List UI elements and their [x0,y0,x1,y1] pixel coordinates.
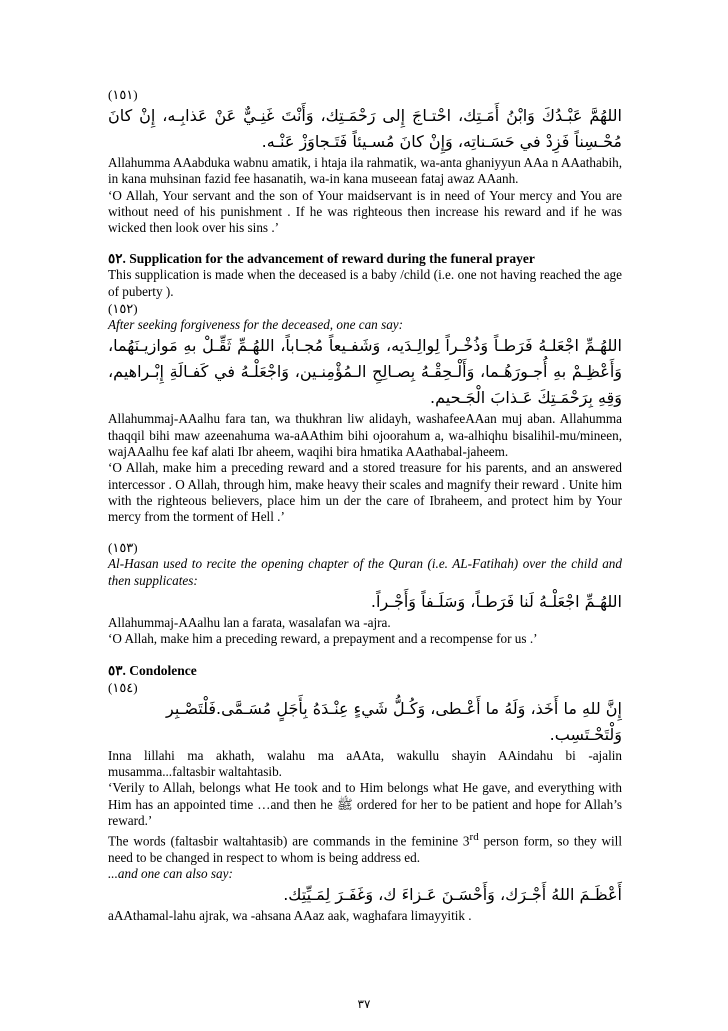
intro-text: ...and one can also say: [108,866,233,882]
transliteration: Inna lillahi ma akhath, walahu ma aAAta, wakullu shayin AAindahu bi -ajalin musamma...faltasbir waltahtasib. [108,747,622,779]
arabic-text: اللهُمَّ عَبْـدُكَ وَابْنُ أَمَـتِك، احْتـاجَ إِلى رَحْمَـتِك، وَأَنْتَ غَنِـيٌّ عَنْ عَذابِـه، إِنْ كانَ مُحْـسِناً فَزِدْ في حَسَـناتِه، وَإِنْ كانَ مُسـيئاً فَتَـجاوَزْ عَنْـه. [108,106,622,151]
supplication-number: (١٥٤) [108,679,138,695]
intro-text: Al-Hasan used to recite the opening chapter of the Quran (i.e. AL-Fatihah) over the child and then supplicates: [108,556,622,588]
section-title: Supplication for the advancement of reward during the funeral prayer [129,251,535,267]
section-heading [108,662,622,679]
transliteration: Allahummaj-AAalhu fara tan, wa thukhran liw alidayh, washafeeAAan muj aban. Allahumma thaqqil bihi maw azeenahuma wa-aAAthim bihi ojoorahum a, wa-alhiqhu bisalihil-mu/mineen, wajAAalhu fee kaf alati Ibr aheem, waqihi bira hmatika AAathabal-jaheem. [108,411,622,459]
arabic-text: اللهُـمِّ اجْعَلـهُ فَرَطـاً وَذُخْـراً لِوالِـدَيه، وَشَفـيعاً مُجـاباً، اللهُـمِّ ثَقِّـلْ بهِ مَوازيـنَهُما، وَأَعْظِـمْ بهِ أُجـورَهُـما، وَأَلْـحِقْـهُ بِصـالِحِ الـمُؤْمِنـين، وَاجْعَلْـهُ في كَفـالَةِ إِبْـراهيم، وَقِهِ بِرَحْمَـتِكَ عَـذابَ الْجَـحيم. [108,336,622,408]
supplication-number: (١٥٣) [108,540,138,556]
translation: ‘Verily to Allah, belongs what He took and to Him belongs what He gave, and everything with Him has an appointed time …and then he ﷺ ordered for her to be patient and hope for Allah’s reward.’ [108,780,622,828]
section-note: This supplication is made when the deceased is a baby /child (i.e. one not having reached the age of puberty ). [108,267,622,299]
supplication-number: (١٥٢) [108,301,138,317]
translation: ‘O Allah, Your servant and the son of Your maidservant is in need of Your mercy and You are without need of his punishment . If he was righteous then increase his reward and if he was wicked then look over his sins .’ [108,187,622,236]
section-title: Condolence [129,662,197,678]
translation: ‘O Allah, make him a preceding reward and a stored treasure for his parents, and an answered intercessor . O Allah, through him, make heavy their scales and magnify their reward . Unite him with the righteous believers, place him un der the care of Ibraheem, and protect him by Your mercy from the torment of Hell .’ [108,460,622,525]
translation: ‘O Allah, make him a preceding reward, a prepayment and a recompense for us .’ [108,631,538,647]
page-number: ٣٧ [357,997,371,1011]
grammar-note: The words (faltasbir waltahtasib) are commands in the feminine 3rd person form, so they will need to be changed in respect to whom is being address ed. [108,831,622,865]
transliteration: Allahumma AAabduka wabnu amatik, i htaja ila rahmatik, wa-anta ghaniyyun AAa n AAathabih, in kana muhsinan fazid fee hasanatih, wa-in kana museean fataj awaz AAanh. [108,155,622,187]
section-number: ٥٢. [108,251,126,267]
transliteration: aAAthamal-lahu ajrak, wa -ahsana AAaz aak, waghafara limayyitik . [108,908,472,924]
arabic-text: إِنَّ للهِ ما أَخَذ، وَلَهُ ما أَعْـطى، وَكُـلُّ شَيءٍ عِنْـدَهُ بِأَجَلٍ مُسَـمَّى.فَلْتَصْـبِر وَلْتَحْـتَسِب. [166,698,622,744]
transliteration: Allahummaj-AAalhu lan a farata, wasalafan wa -ajra. [108,615,391,631]
arabic-text: أَعْظَـمَ اللهُ أَجْـرَك، وَأَحْسَـنَ عَـزاءَ ك، وَغَفَـرَ لِمَـيِّتِك. [283,885,622,905]
intro-text: After seeking forgiveness for the deceased, one can say: [108,317,404,333]
supplication-number: (١٥١) [108,87,138,102]
section-heading [108,250,622,267]
section-number: ٥٣. [108,662,126,678]
arabic-text: اللهُـمِّ اجْعَلْـهُ لَنا فَرَطـاً، وَسَلَـفاً وَأَجْـراً. [370,592,622,612]
page-content [108,86,622,925]
